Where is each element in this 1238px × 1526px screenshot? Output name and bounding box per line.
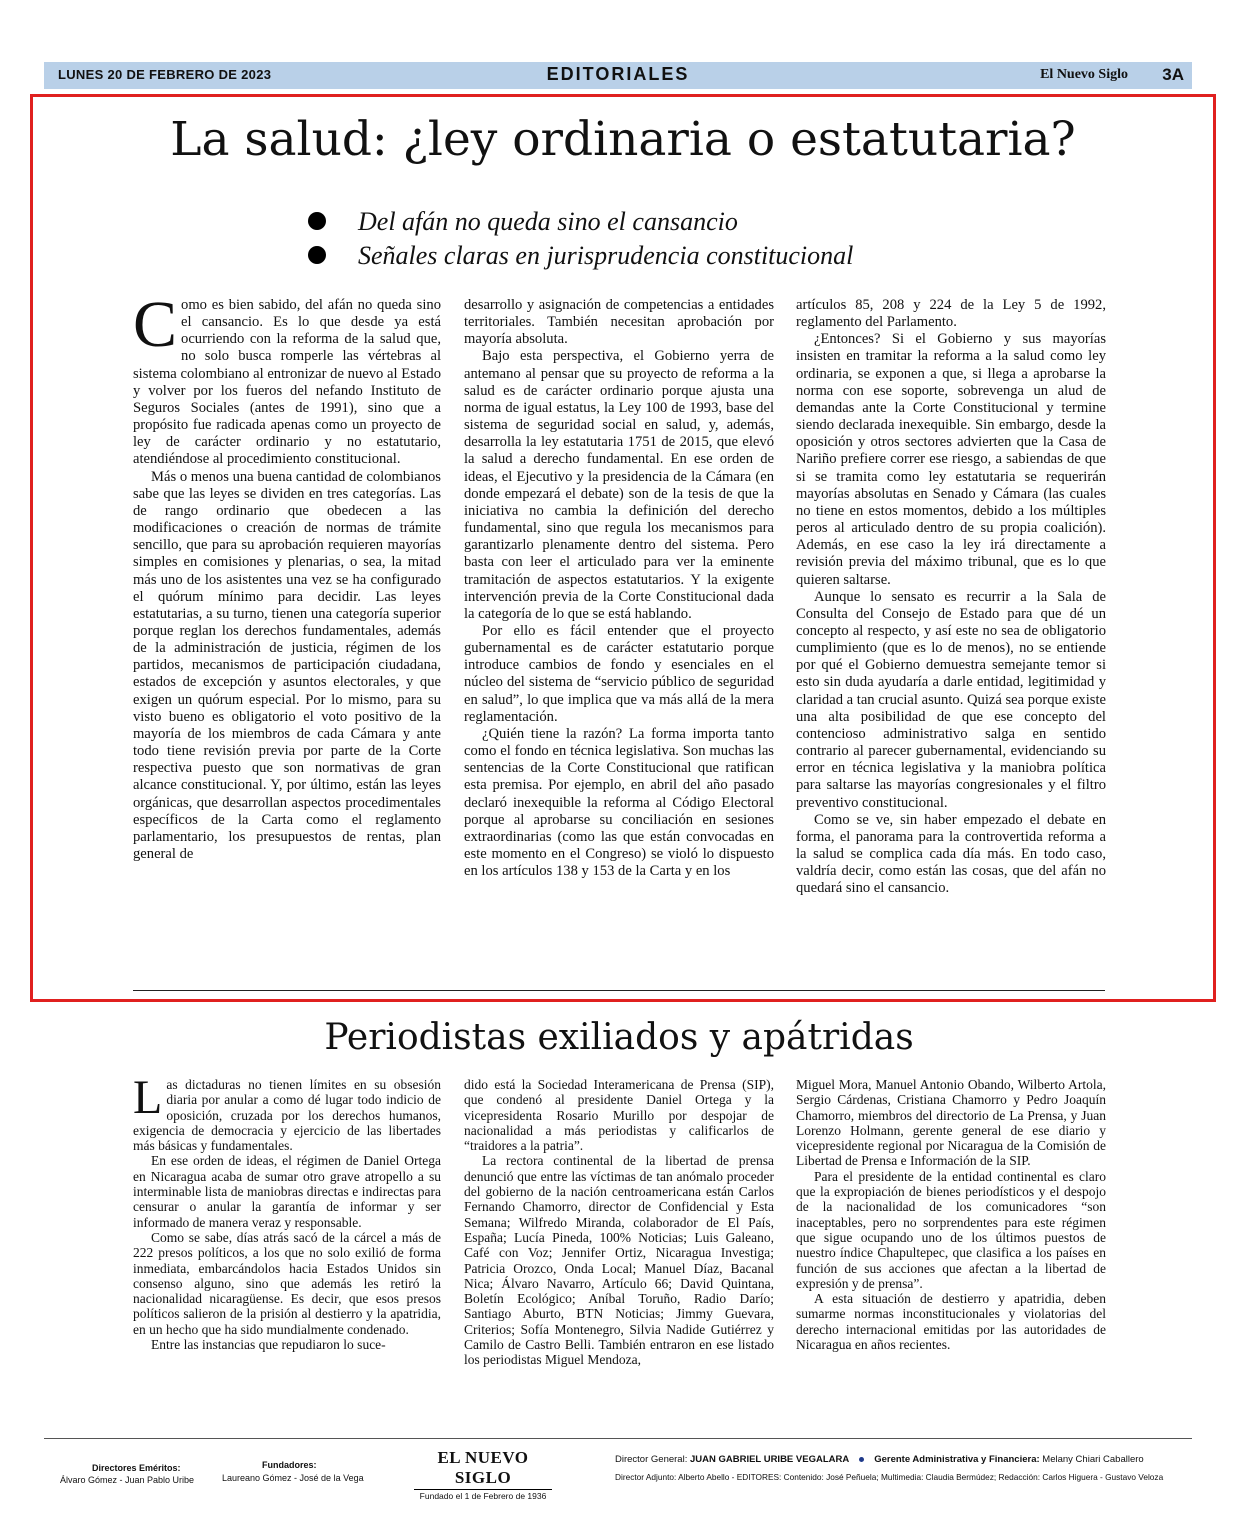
footer-logo: EL NUEVO SIGLO <box>437 1448 529 1487</box>
founders-label: Fundadores: <box>262 1460 317 1470</box>
bullet-icon <box>308 246 326 264</box>
paragraph: A esta situación de destierro y apatridia, deben sumarme normas inconstitucionales y violatorias del derecho internacional emitidas por las autoridades de Nicaragua en años recientes. <box>796 1291 1106 1353</box>
editorial-1-column-2 <box>464 297 774 880</box>
drop-cap: C <box>133 288 178 361</box>
paragraph: Para el presidente de la entidad continental es claro que la expropiación de bienes periodísticos y el despojo de la nacionalidad de los comunicadores “son inaceptables, pero no sorprendentes para este régimen que sigue ocupando uno de los últimos puestos de nuestro índice Chapultepec, que clasifica a los países en función de sus acciones que afectan a la libertad de expresión y de prensa”. <box>796 1168 1106 1291</box>
paragraph: ¿Entonces? Si el Gobierno y sus mayorías insisten en tramitar la reforma a la salud como ley ordinaria, se exponen a que, si llega a aprobarse la norma con ese soporte, sobrevenga un alud de demandas ante la Corte Constitucional y termine siendo declarada inexequible. Sin embargo, desde la oposición y otros sectores advierten que la Casa de Nariño prefiere correr ese riesgo, a sabiendas de que si se tramita como ley estatutaria se requerirán mayorías absolutas en Senado y Cámara (las cuales no tiene en estos momentos, debido a los múltiples peros al articulado dentro de su propia coalición). Además, en ese caso la ley irá directamente a revisión previa del máximo tribunal, que es lo que quieren saltarse. <box>796 331 1106 588</box>
drop-cap: L <box>133 1071 163 1124</box>
paragraph: dido está la Sociedad Interamericana de Prensa (SIP), que condenó al presidente Daniel Ortega y la vicepresidenta Rosario Murillo por despojar de nacionalidad a más periodistas y calificarlos de “traidores a la patria”. <box>464 1077 774 1154</box>
masthead-line-2: Director Adjunto: Alberto Abello - EDITORES: Contenido: José Peñuela; Multimedia: Claudia Bermúdez; Redacción: Carlos Higuera - Gustavo Veloza <box>615 1472 1164 1482</box>
paragraph: Bajo esta perspectiva, el Gobierno yerra de antemano al pensar que su proyecto de reforma a la salud es de carácter ordinario porque ajusta una norma de igual estatus, la Ley 100 de 1993, base del sistema de seguridad social en salud, y, además, desarrolla la ley estatutaria 1751 de 2015, que elevó la salud a derecho fundamental. En ese orden de ideas, el Ejecutivo y la presidencia de la Cámara (en donde empezará el debate) son de la tesis de que la iniciativa no cambia la definición del derecho fundamental, sino que regula los mecanismos para garantizarlo plenamente dentro del sistema. Pero basta con leer el articulado para ver la eminente tramitación de aspectos estatutarios. Y la exigente intervención previa de la Corte Constitucional dada la categoría de lo que se está hablando. <box>464 348 774 622</box>
paragraph: Por ello es fácil entender que el proyecto gubernamental es de carácter estatutario porque introduce cambios de fondo y esenciales en el núcleo del sistema de “servicio público de seguridad en salud”, lo que implica que va más allá de la mera reglamentación. <box>464 622 774 725</box>
paragraph: Aunque lo sensato es recurrir a la Sala de Consulta del Consejo de Estado para que dé un concepto al respecto, y así este no sea de obligatorio cumplimiento (que es lo de menos), no se entiende por qué el Gobierno demuestra semejante temor si esto sin duda ayudaría a darle entidad, legitimidad y claridad a tan crucial asunto. Quizá sea porque existe una alta posibilidad de que ese concepto del contencioso administrativo salga en sentido contrario al parecer gubernamental, evidenciando su error en técnica legislativa y la maniobra política para saltarse las mayorías congresionales y el filtro preventivo constitucional. <box>796 588 1106 811</box>
paragraph: Como se ve, sin haber empezado el debate en forma, el panorama para la controvertida reforma a la salud se complica cada día más. En todo caso, valdría decir, como están las cosas, que del afán no quedará sino el cansancio. <box>796 811 1106 897</box>
page-header-bar <box>44 62 1192 89</box>
editorial-1-subhead-1: Del afán no queda sino el cansancio <box>308 206 738 238</box>
paragraph: ¿Quién tiene la razón? La forma importa tanto como el fondo en técnica legislativa. Son muchas las sentencias de la Corte Constitucional que ratifican esta premisa. Por ejemplo, en abril del año pasado declaró inexequible la reforma al Código Electoral porque al aprobarse su conciliación en sesiones extraordinarias (como las que están convocadas en este momento en el Congreso) se violó lo dispuesto en los artículos 138 y 153 de la Carta y en los <box>464 725 774 880</box>
section-title: EDITORIALES <box>546 64 690 84</box>
directors-names: Álvaro Gómez - Juan Pablo Uribe <box>60 1475 195 1485</box>
footer-logo-block <box>408 1448 558 1501</box>
editorial-1-column-1 <box>133 288 441 863</box>
logo-underline <box>414 1489 552 1490</box>
masthead-line-1: Director General: JUAN GABRIEL URIBE VEGALARA Gerente Administrativa y Financiera: Melany Chiari Caballero <box>615 1454 1144 1465</box>
paragraph: Como se sabe, días atrás sacó de la cárcel a más de 222 presos políticos, a los que no solo exilió de forma inmediata, embarcándolos hacia Estados Unidos sin consenso alguno, sino que además les retiró la nacionalidad nicaragüense. Es decir, que esos presos políticos salieron de la prisión al destierro y la apatridia, en un hecho que ha sido mundialmente condenado. <box>133 1229 441 1337</box>
editorial-2-column-1 <box>133 1071 441 1353</box>
editorial-1-subhead-2: Señales claras en jurisprudencia constitucional <box>308 240 853 272</box>
paragraph: Como es bien sabido, del afán no queda sino el cansancio. Es lo que desde ya está ocurriendo con la reforma de la salud que, no solo busca romperle las vértebras al sistema colombiano al entronizar de nuevo al Estado y volver por los fueros del nefando Instituto de Seguros Sociales (antes de 1991), sino que a propósito fue radicada apenas como un proyecto de ley de carácter ordinario y no estatutario, atendiéndose al procedimiento constitucional. <box>133 288 441 468</box>
paragraph: Entre las instancias que repudiaron lo suce- <box>151 1337 386 1353</box>
founders-names: Laureano Gómez - José de la Vega <box>222 1473 364 1483</box>
newspaper-brand: El Nuevo Siglo <box>1040 67 1128 82</box>
paragraph: artículos 85, 208 y 224 de la Ley 5 de 1992, reglamento del Parlamento. <box>796 297 1106 331</box>
editorial-1-title: La salud: ¿ley ordinaria o estatutaria? <box>170 112 1076 167</box>
paragraph: desarrollo y asignación de competencias a entidades territoriales. También necesitan aprobación por mayoría absoluta. <box>464 297 774 348</box>
paragraph: Más o menos una buena cantidad de colombianos sabe que las leyes se dividen en tres categorías. Las de rango ordinario que obedecen a las modificaciones o creación de normas de trámite sencillo, que para su aprobación requieren mayorías simples en comisiones y plenarias, o sea, la mitad más uno de los asistentes una vez se ha configurado el quórum mínimo para decidir. Las leyes estatutarias, a su turno, tienen una categoría superior porque reglan los derechos fundamentales, además de la administración de justicia, régimen de los partidos, mecanismos de participación ciudadana, estados de excepción y asuntos electorales, y que exigen un quórum especial. Por lo mismo, para su visto bueno es obligatorio el voto positivo de la mayoría de los miembros de cada Cámara y ante todo tiene revisión previa por parte de la Corte respectiva puesto que son normativas de gran alcance constitucional. Y, por último, están las leyes orgánicas, que desarrollan aspectos procedimentales específicos de la Carta como el reglamento parlamentario, los presupuestos de rentas, plan general de <box>133 468 441 862</box>
issue-date: LUNES 20 DE FEBRERO DE 2023 <box>58 67 272 82</box>
bullet-icon <box>859 1457 864 1462</box>
bullet-icon <box>308 212 326 230</box>
editorial-2-column-2 <box>464 1077 774 1368</box>
editorial-2-title: Periodistas exiliados y apátridas <box>324 1017 914 1058</box>
paragraph: Miguel Mora, Manuel Antonio Obando, Wilberto Artola, Sergio Cárdenas, Cristiana Chamorro y Pedro Joaquín Chamorro, miembros del directorio de La Prensa, y Juan Lorenzo Holmann, gerente general de ese diario y vicepresidente regional por Nicaragua de la Comisión de Libertad de Prensa e Información de la SIP. <box>796 1077 1106 1169</box>
editorial-1-column-3 <box>796 297 1106 897</box>
founded-date: Fundado el 1 de Febrero de 1936 <box>419 1491 547 1501</box>
page-number: 3A <box>1162 65 1184 84</box>
directors-label: Directores Eméritos: <box>92 1463 181 1473</box>
paragraph: Las dictaduras no tienen límites en su obsesión diaria por anular a como dé lugar todo indicio de oposición, cruzada por los derechos humanos, exigencia de democracia y ejercicio de las libertades más básicas y fundamentales. <box>133 1071 441 1154</box>
section-divider <box>133 990 1105 991</box>
footer-divider <box>44 1438 1192 1439</box>
paragraph: En ese orden de ideas, el régimen de Daniel Ortega en Nicaragua acaba de sumar otro grave atropello a su interminable lista de maniobras directas e indirectas para censurar o anular la garantía de informar y ser informado de manera veraz y responsable. <box>133 1153 441 1230</box>
editorial-2-column-3 <box>796 1077 1106 1352</box>
paragraph: La rectora continental de la libertad de prensa denunció que entre las víctimas de tan anómalo proceder del gobierno de la nación centroamericana están Carlos Fernando Chamorro, director de Confidencial y Esta Semana; Wilfredo Miranda, colaborador de El País, España; Lucía Pineda, 100% Noticias; Luis Galeano, Café con Voz; Jennifer Ortiz, Nicaragua Investiga; Patricia Orozco, Onda Local; Manuel Díaz, Bacanal Nica; Álvaro Navarro, Artículo 66; David Quintana, Boletín Ecológico; Aníbal Toruño, Radio Darío; Santiago Aburto, BTN Noticias; Jimmy Guevara, Criterios; Sofía Montenegro, Silvia Nadide Gutiérrez y Camilo de Castro Belli. También entraron en ese listado los periodistas Miguel Mendoza, <box>464 1153 774 1368</box>
